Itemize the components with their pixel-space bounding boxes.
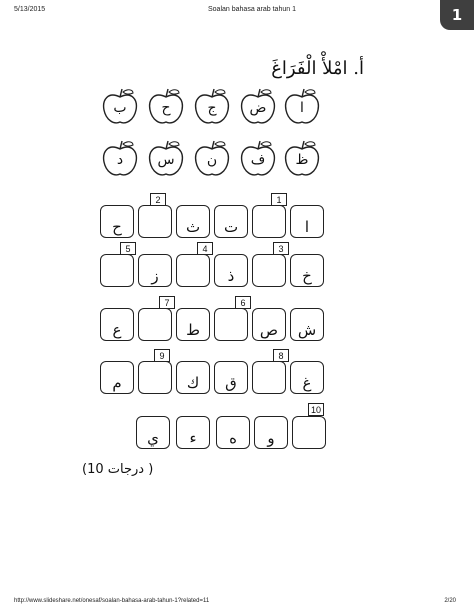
- letter-cell: ز: [138, 254, 172, 287]
- blank-letter-cell[interactable]: [100, 254, 134, 287]
- apple: [238, 140, 278, 178]
- apple-letter: ن: [206, 152, 218, 168]
- letter-cell: ث: [176, 205, 210, 238]
- blank-letter-cell[interactable]: [138, 308, 172, 341]
- apple: [100, 88, 140, 126]
- blank-letter-cell[interactable]: [138, 205, 172, 238]
- apple-letter: د: [116, 152, 124, 168]
- question-number: 3: [273, 242, 289, 255]
- letter-cell: ي: [136, 416, 170, 449]
- question-number: 1: [271, 193, 287, 206]
- blank-letter-cell[interactable]: [292, 416, 326, 449]
- letter-cell: ط: [176, 308, 210, 341]
- apple: [282, 140, 322, 178]
- letter-cell: ء: [176, 416, 210, 449]
- exercise-title: أ. امْلأْ الْفَرَاغَ: [271, 58, 364, 79]
- letter-cell: ع: [100, 308, 134, 341]
- apple-letter: ف: [250, 152, 266, 168]
- question-number: 4: [197, 242, 213, 255]
- apple: [238, 88, 278, 126]
- blank-letter-cell[interactable]: [252, 205, 286, 238]
- blank-letter-cell[interactable]: [176, 254, 210, 287]
- question-number: 9: [154, 349, 170, 362]
- page-indicator: 2/20: [444, 598, 456, 604]
- letter-cell: ح: [100, 205, 134, 238]
- apple: [146, 140, 186, 178]
- apple-letter: س: [157, 152, 175, 168]
- apple: [192, 140, 232, 178]
- blank-letter-cell[interactable]: [252, 361, 286, 394]
- letter-cell: ذ: [214, 254, 248, 287]
- footer-url: http://www.slideshare.net/onesaf/soalan-bahasa-arab-tahun-1?related=11: [14, 598, 210, 604]
- apple: [192, 88, 232, 126]
- letter-cell: ك: [176, 361, 210, 394]
- letter-cell: و: [254, 416, 288, 449]
- question-number: 8: [273, 349, 289, 362]
- apple-letter: ج: [207, 100, 217, 116]
- letter-cell: م: [100, 361, 134, 394]
- apple-letter: ا: [300, 100, 304, 116]
- apple-letter: ح: [161, 100, 171, 116]
- apple-letter: ظ: [295, 152, 309, 168]
- apple: [100, 140, 140, 178]
- page-badge: 1: [440, 0, 474, 30]
- apple: [146, 88, 186, 126]
- letter-cell: ا: [290, 205, 324, 238]
- blank-letter-cell[interactable]: [252, 254, 286, 287]
- blank-letter-cell[interactable]: [138, 361, 172, 394]
- apple-letter: ض: [249, 100, 267, 116]
- letter-cell: ص: [252, 308, 286, 341]
- letter-cell: ش: [290, 308, 324, 341]
- question-number: 7: [159, 296, 175, 309]
- page-date: 5/13/2015: [14, 6, 46, 13]
- question-number: 6: [235, 296, 251, 309]
- apple: [282, 88, 322, 126]
- letter-cell: خ: [290, 254, 324, 287]
- letter-cell: ه: [216, 416, 250, 449]
- doc-title: Soalan bahasa arab tahun 1: [208, 6, 296, 13]
- letter-cell: ق: [214, 361, 248, 394]
- letter-cell: ت: [214, 205, 248, 238]
- blank-letter-cell[interactable]: [214, 308, 248, 341]
- letter-cell: غ: [290, 361, 324, 394]
- question-number: 10: [308, 403, 324, 416]
- apple-letter: ب: [113, 100, 127, 116]
- question-number: 5: [120, 242, 136, 255]
- question-number: 2: [150, 193, 166, 206]
- score-label: (10 درجات ): [82, 462, 154, 477]
